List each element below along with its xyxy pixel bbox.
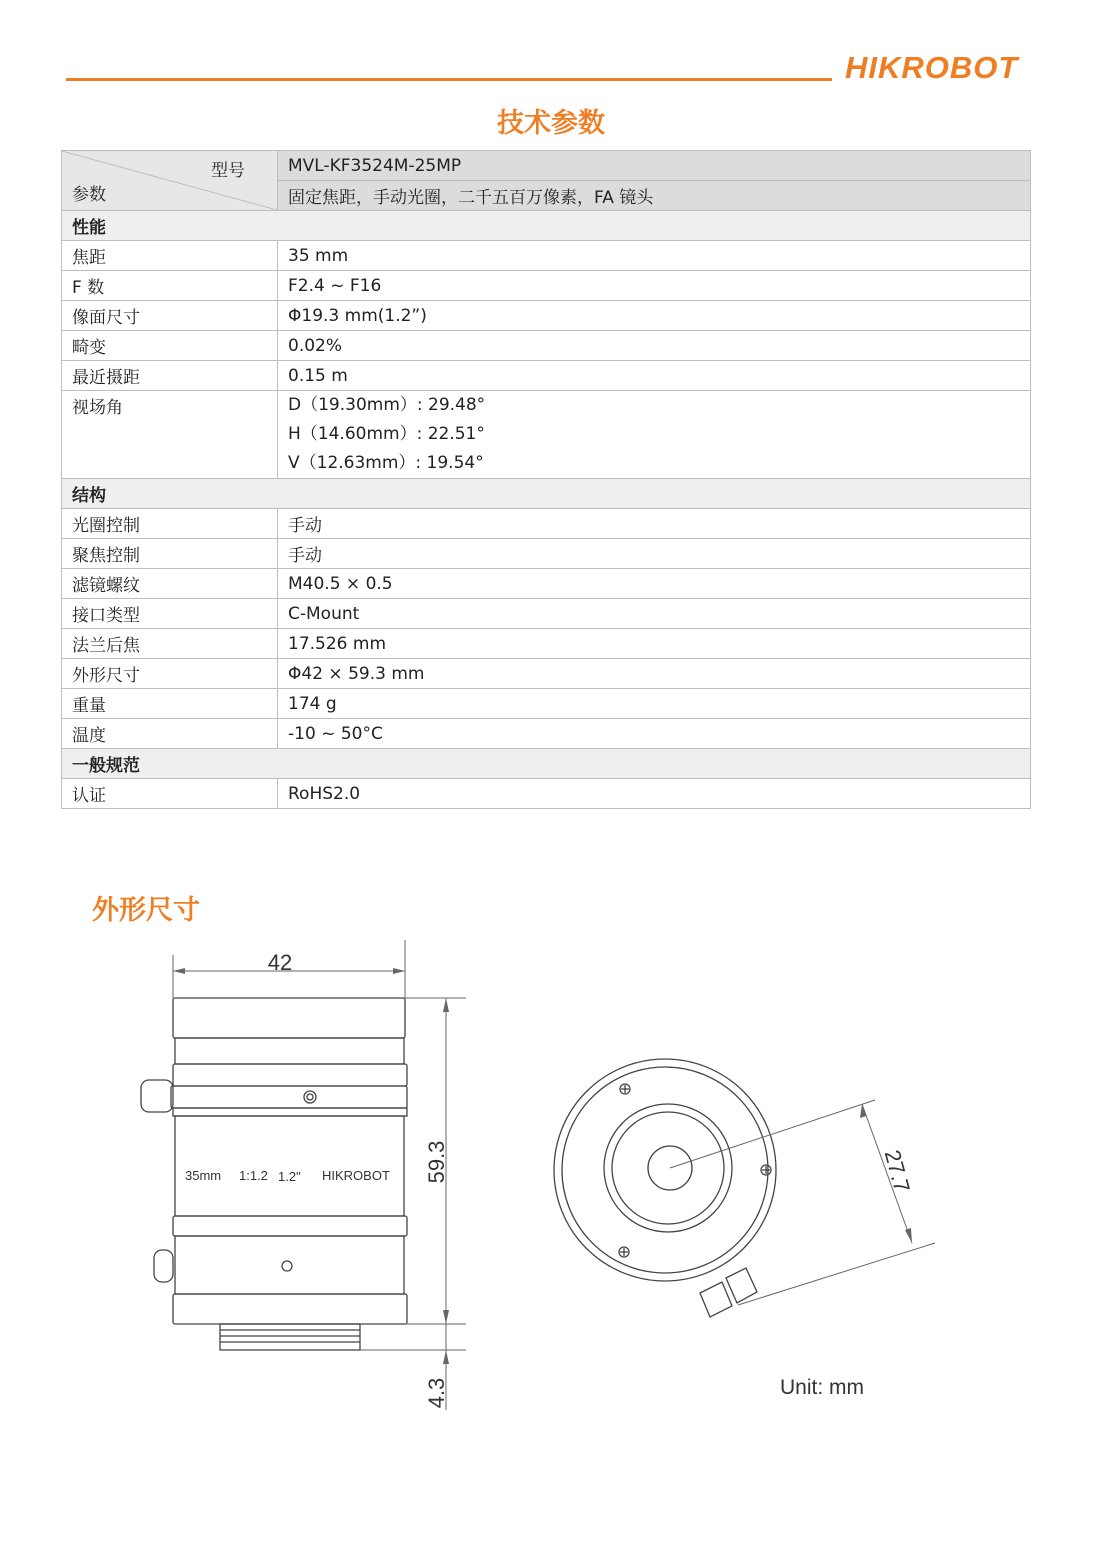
row-value: C-Mount (278, 599, 1031, 629)
row-value: 17.526 mm (278, 629, 1031, 659)
table-row (62, 779, 1031, 809)
table-row (62, 629, 1031, 659)
model-value: MVL-KF3524M-25MP (278, 151, 1031, 181)
diameter-dimension-label: 27.7 (879, 1147, 915, 1195)
row-label: F 数 (62, 271, 278, 301)
row-label: 法兰后焦 (62, 629, 278, 659)
description-value: 固定焦距，手动光圈，二千五百万像素，FA 镜头 (278, 181, 1031, 211)
dimension-drawing (0, 930, 1102, 1430)
model-label: 型号 (211, 161, 245, 181)
table-row (62, 331, 1031, 361)
table-row (62, 509, 1031, 539)
row-value: 0.15 m (278, 361, 1031, 391)
dimensions-title: 外形尺寸 (92, 895, 200, 926)
row-value: M40.5 × 0.5 (278, 569, 1031, 599)
header-rule (66, 78, 832, 81)
row-label: 最近摄距 (62, 361, 278, 391)
row-value: -10 ~ 50°C (278, 719, 1031, 749)
row-label: 温度 (62, 719, 278, 749)
width-dimension-label: 42 (267, 950, 293, 975)
row-value: 0.02% (278, 331, 1031, 361)
row-label: 接口类型 (62, 599, 278, 629)
table-row (62, 569, 1031, 599)
lens-front-view (554, 1059, 776, 1317)
section-title: 性能 (62, 211, 1031, 241)
row-label: 视场角 (62, 391, 278, 479)
lens-marking-aperture: 1:1.2 (239, 1168, 268, 1183)
section-header-row (62, 211, 1031, 241)
section-header-row (62, 749, 1031, 779)
spec-table (61, 150, 1031, 809)
unit-label: Unit: mm (780, 1376, 864, 1399)
row-label: 焦距 (62, 241, 278, 271)
row-value-line: V（12.63mm）: 19.54° (288, 453, 484, 473)
row-label: 畸变 (62, 331, 278, 361)
row-value: 手动 (278, 539, 1031, 569)
row-label: 光圈控制 (62, 509, 278, 539)
table-row (62, 689, 1031, 719)
row-label: 重量 (62, 689, 278, 719)
header-corner-cell (62, 151, 278, 211)
table-row (62, 301, 1031, 331)
row-label: 像面尺寸 (62, 301, 278, 331)
row-value: 174 g (278, 689, 1031, 719)
param-label: 参数 (72, 185, 106, 205)
row-value: RoHS2.0 (278, 779, 1031, 809)
row-label: 外形尺寸 (62, 659, 278, 689)
table-row (62, 659, 1031, 689)
row-value: 手动 (278, 509, 1031, 539)
row-value (278, 391, 1031, 479)
brand-logo: HIKROBOT (845, 50, 1019, 85)
table-row (62, 241, 1031, 271)
lens-marking-format: 1.2" (278, 1169, 301, 1184)
table-row (62, 391, 1031, 479)
row-value: Φ42 × 59.3 mm (278, 659, 1031, 689)
length-dimension-label: 59.3 (424, 1140, 449, 1184)
row-value-line: H（14.60mm）: 22.51° (288, 424, 485, 444)
row-value-line: D（19.30mm）: 29.48° (288, 395, 486, 415)
section-title: 一般规范 (62, 749, 1031, 779)
row-label: 认证 (62, 779, 278, 809)
row-label: 聚焦控制 (62, 539, 278, 569)
row-value: F2.4 ~ F16 (278, 271, 1031, 301)
row-value: Φ19.3 mm(1.2”) (278, 301, 1031, 331)
table-row (62, 719, 1031, 749)
row-label: 滤镜螺纹 (62, 569, 278, 599)
lens-marking-brand: HIKROBOT (322, 1168, 390, 1183)
table-row (62, 361, 1031, 391)
mount-dimension-label: 4.3 (424, 1377, 449, 1409)
row-value: 35 mm (278, 241, 1031, 271)
page-title: 技术参数 (497, 108, 605, 139)
table-header-row (62, 151, 1031, 181)
table-row (62, 599, 1031, 629)
section-title: 结构 (62, 479, 1031, 509)
section-header-row (62, 479, 1031, 509)
table-row (62, 271, 1031, 301)
table-row (62, 539, 1031, 569)
lens-marking-focal: 35mm (185, 1168, 222, 1183)
